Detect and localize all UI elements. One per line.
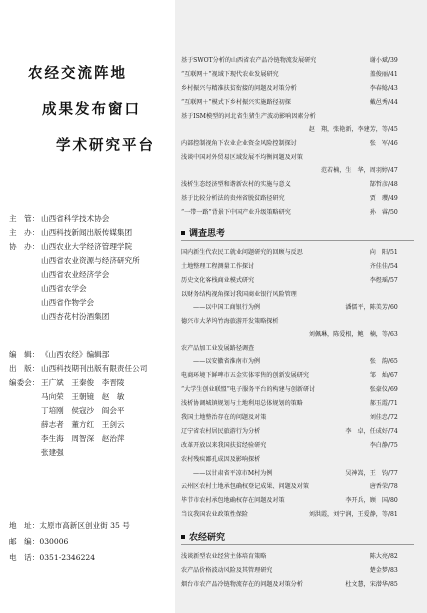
publisher-line [9,364,148,374]
toc-title: 浅析协调城镇规划与土地利用总体规划的策略 [181,400,303,407]
toc-page: /48 [388,181,398,188]
toc-title: 以财务结构视角探讨我国商业银行风险管理 [181,291,297,298]
toc-author: 楚金梦 [369,567,388,574]
section-title: 农经研究 [189,533,226,543]
toc-page: /65 [388,358,398,365]
toc-page: /54 [388,263,398,270]
toc-title: 浅谈新型农业经营主体培育策略 [181,553,267,560]
toc-author: 李白静 [369,442,388,449]
toc-title: 浅析生态经济型和谐新农村的实施与意义 [181,181,291,188]
toc-author: 张 韵 [369,358,388,365]
toc-page: /69 [388,386,398,393]
toc-title: “大学生创业联盟”电子服务平台的构建与创新研讨 [181,386,316,393]
co-organizer-label: 协 办： [9,242,40,251]
toc-page: /71 [388,400,398,407]
address-line [9,520,130,531]
toc-author: 郜哲彦 [369,181,388,188]
toc-title: 基于ISM模型的河北省生猪生产波动影响因素分析 [181,113,316,120]
toc-title: 基于SWOT分析的山西省农产品冷链物流发展研究 [181,57,317,64]
supervisor-value: 山西省科学技术协会 [41,214,110,223]
toc-author: 李煜瑶 [369,277,388,284]
toc-author: 刘佩琳，陈爱根，鲍 楠，等 [308,331,388,338]
co-organizer-item: 山西省农学会 [41,284,87,293]
toc-author: 潘儒平，陈美芳 [345,304,388,311]
toc-page: /85 [388,581,398,588]
toc-title: 云州区农村土地承包确权登记成果、问题及对策 [181,483,309,490]
toc-title: ——以甘肃省平凉市M村为例 [193,470,273,477]
section-divider [181,240,414,241]
toc-page: /83 [388,567,398,574]
sponsor-value: 山西科技新闻出版传媒集团 [41,228,133,237]
toc-author: 盖俊丽 [369,71,388,78]
toc-page: /63 [388,331,398,338]
phone-label: 电 话： [9,553,40,562]
toc-title: 国内新生代农民工就业问题研究的回顾与反思 [181,249,303,256]
toc-author: 陈大亮 [369,553,388,560]
toc-title: “互联网＋”模式下乡村振兴实施路径初探 [181,99,291,106]
toc-page: /46 [388,140,398,147]
toc-author: 戴邑秀 [369,99,388,106]
co-organizer-item: 山西省农业经济学会 [41,270,110,279]
toc-title: 乡村振兴与精准扶贫衔接的问题及对策分析 [181,85,297,92]
toc-author: 郝玉霞 [369,400,388,407]
tagline-publication: 成果发布窗口 [42,102,141,118]
toc-title: 当议我国农业政策性保险 [181,511,249,518]
tagline-exchange: 农经交流阵地 [28,66,127,82]
toc-title: “互联网＋”视域下现代农业发展研究 [181,71,279,78]
postcode-line [9,536,68,547]
section-heading-survey [181,226,225,239]
toc-page: /60 [388,304,398,311]
toc-page: /41 [388,71,398,78]
supervisor-label: 主 管： [9,214,40,223]
toc-author: 刘洪霞，刘宁润，王爱静，等 [308,511,388,518]
toc-page: /80 [388,497,398,504]
toc-title: 农产品价格波动风险及其管理研究 [181,567,273,574]
toc-page: /81 [388,511,398,518]
toc-title: 农村残疾鄙孔成因及影响探析 [181,456,261,463]
toc-page: /77 [388,470,398,477]
committee-label: 编委会： [9,378,40,387]
toc-page: /45 [388,126,398,133]
toc-author: 唐香荣 [369,483,388,490]
toc-author: 李 卓，任成好 [345,428,388,435]
toc-page: /44 [388,99,398,106]
toc-page: /67 [388,372,398,379]
committee-row: 张建强 [41,448,64,457]
address-label: 地 址： [9,521,40,530]
committee-row: 薛志者 董方红 王剑云 [41,420,125,429]
toc-page: /43 [388,85,398,92]
toc-title: 农产品加工业发展路径调查 [181,345,255,352]
toc-page: /74 [388,428,398,435]
editor-line [9,350,110,360]
publisher-label: 出 版： [9,364,40,373]
toc-title: 浅谈中国对外贸易区域发展不均衡问题及对策 [181,154,303,161]
toc-author: 杜文慧，宋潜华 [345,581,388,588]
square-bullet-icon [181,231,185,235]
toc-author: 刘佳忠 [369,414,388,421]
toc-author: 向 阳 [369,249,388,256]
phone-value: 0351-2346224 [39,553,96,562]
toc-title: 我国土地整治存在的问题及对策 [181,414,267,421]
co-organizer-item: 山西杏花村汾酒集团 [41,312,110,321]
toc-title: 土地整理工程测量工作探讨 [181,263,255,270]
co-organizer-value: 山西农业大学经济管理学院 [41,242,133,251]
committee-row: 丁培刚 侯寇沙 阎会平 [41,406,125,415]
toc-page: /39 [388,57,398,64]
toc-page: /75 [388,442,398,449]
toc-page: /72 [388,414,398,421]
toc-page: /57 [388,277,398,284]
toc-page: /47 [388,167,398,174]
toc-page: /50 [388,209,398,216]
toc-author: 谢小斌 [369,57,388,64]
toc-title: 电商环境下鲜啤市五金实体零售的创新发展研究 [181,372,309,379]
co-organizer-item: 山西省农业资源与经济研究所 [41,256,140,265]
toc-author: 赵 翔，张艳新，李建芳，等 [308,126,388,133]
committee-row: 王广斌 王秦俊 李晋陵 [41,378,125,387]
toc-page: /49 [388,195,398,202]
square-bullet-icon [181,535,185,539]
toc-author: 李春鲶 [369,85,388,92]
publisher-value: 山西科技期刊出版有限责任公司 [41,364,148,373]
toc-title: 德兴市大茅坞竹海旅游开发策略探析 [181,318,279,325]
toc-author: 吴神嵩，王 钧 [345,470,388,477]
toc-title: 内部控制视角下农业企业资金风险控制探讨 [181,140,297,147]
section-title: 调查思考 [189,229,226,239]
toc-title: 改革开放以来我国扶贫经验研究 [181,442,267,449]
committee-row: 李生海 周智深 赵治萍 [41,434,125,443]
section-divider [181,544,414,545]
toc-author: 李开兵，顾 国 [345,497,388,504]
co-organizer-line [9,242,133,252]
co-organizer-item: 山西省作物学会 [41,298,95,307]
toc-title: 基于比较分析法的贵州省脱贫路径研究 [181,195,285,202]
toc-title: 毕节市农村承包地确权存在问题及对策 [181,497,285,504]
toc-author: 张 军 [369,140,388,147]
committee-row: 马向荣 王朝镜 赵 敏 [41,392,125,401]
toc-page: /82 [388,553,398,560]
toc-title: ——以中国工商银行为例 [193,304,261,311]
toc-author: 齐佳佳 [369,263,388,270]
sponsor-line [9,228,133,238]
toc-author: 邹 灿 [369,372,388,379]
address-value: 太原市高新区创业街 35 号 [39,521,130,530]
toc-author: 贾 瓔 [369,195,388,202]
postcode-label: 邮 编： [9,537,40,546]
toc-title: “一带一路”背景下中国产业升级策略研究 [181,209,291,216]
toc-page: /51 [388,249,398,256]
editor-label: 编 辑： [9,350,40,359]
toc-title: 辽宁省农村居民旅游行为分析 [181,428,261,435]
committee-line [9,378,125,388]
editor-value: 《山西农经》编辑部 [41,350,110,359]
supervisor-line [9,214,110,224]
section-heading-research [181,530,225,543]
phone-line [9,552,95,563]
toc-author: 范若楠，生 华，周羽婷 [320,167,388,174]
toc-author: 张豪仪 [369,386,388,393]
postcode-value: 030006 [39,537,69,546]
sponsor-label: 主 办： [9,228,40,237]
toc-title: 历史文化客栈商业模式研究 [181,277,255,284]
toc-title: ——以安徽省淮南市为例 [193,358,261,365]
tagline-research: 学术研究平台 [56,138,155,154]
toc-title: 烟台市农产品冷链物流存在的问题及对策分析 [181,581,303,588]
toc-page: /78 [388,483,398,490]
toc-author: 孙 睿 [369,209,388,216]
